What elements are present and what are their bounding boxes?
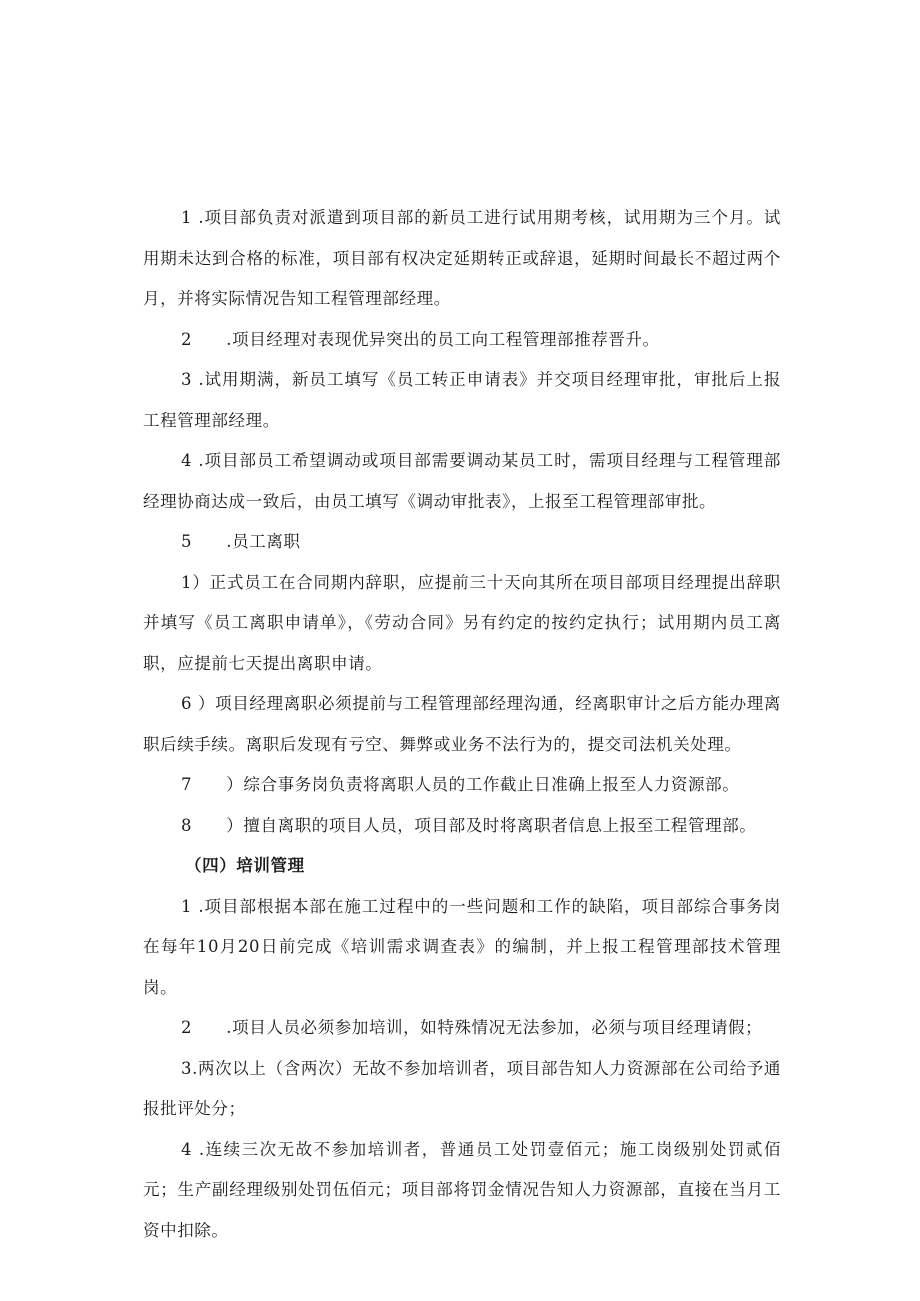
paragraph-training-attendance: 2 .项目人员必须参加培训，如特殊情况无法参加，必须与项目经理请假； xyxy=(181,1018,763,1037)
paragraph-resignation-notice: 1）正式员工在合同期内辞职，应提前三十天向其所在项目部项目经理提出辞职并填写《员工离职申请单》，《劳动合同》另有约定的按约定执行；试用期内员工离职，应提前七天提出离职申请。 xyxy=(143,572,781,673)
paragraph-regularization: 3 .试用期满，新员工填写《员工转正申请表》并交项目经理审批，审批后上报工程管理部经理。 xyxy=(143,370,781,430)
paragraph-resignation-title: 5 .员工离职 xyxy=(181,532,301,551)
paragraph-transfer: 4 .项目部员工希望调动或项目部需要调动某员工时，需项目经理与工程管理部经理协商达成一致后，由员工填写《调动审批表》，上报至工程管理部审批。 xyxy=(143,451,781,511)
section-heading-training: （四）培训管理 xyxy=(185,856,305,875)
paragraph-training-absence-two: 3.两次以上（含两次）无故不参加培训者，项目部告知人力资源部在公司给予通报批评处分； xyxy=(143,1058,781,1118)
paragraph-manager-resignation: 6 ）项目经理离职必须提前与工程管理部经理沟通，经离职审计之后方能办理离职后续手续。离职后发现有亏空、舞弊或业务不法行为的，提交司法机关处理。 xyxy=(143,694,781,754)
paragraph-unauthorized-leave: 8 ）擅自离职的项目人员，项目部及时将离职者信息上报至工程管理部。 xyxy=(181,815,757,835)
paragraph-probation-assessment: 1 .项目部负责对派遣到项目部的新员工进行试用期考核，试用期为三个月。试用期未达到合格的标准，项目部有权决定延期转正或辞退，延期时间最长不超过两个月，并将实际情况告知工程管理部经理。 xyxy=(143,208,781,308)
document-body xyxy=(143,198,781,1251)
paragraph-promotion: 2 .项目经理对表现优异突出的员工向工程管理部推荐晋升。 xyxy=(181,329,660,349)
paragraph-training-survey: 1 .项目部根据本部在施工过程中的一些问题和工作的缺陷，项目部综合事务岗在每年10月20日前完成《培训需求调查表》的编制，并上报工程管理部技术管理岗。 xyxy=(143,896,781,997)
paragraph-training-absence-three: 4 .连续三次无故不参加培训者，普通员工处罚壹佰元；施工岗级别处罚贰佰元；生产副经理级别处罚伍佰元；项目部将罚金情况告知人力资源部，直接在当月工资中扣除。 xyxy=(143,1139,781,1240)
paragraph-resignation-report: 7 ）综合事务岗负责将离职人员的工作截止日准确上报至人力资源部。 xyxy=(181,775,740,794)
